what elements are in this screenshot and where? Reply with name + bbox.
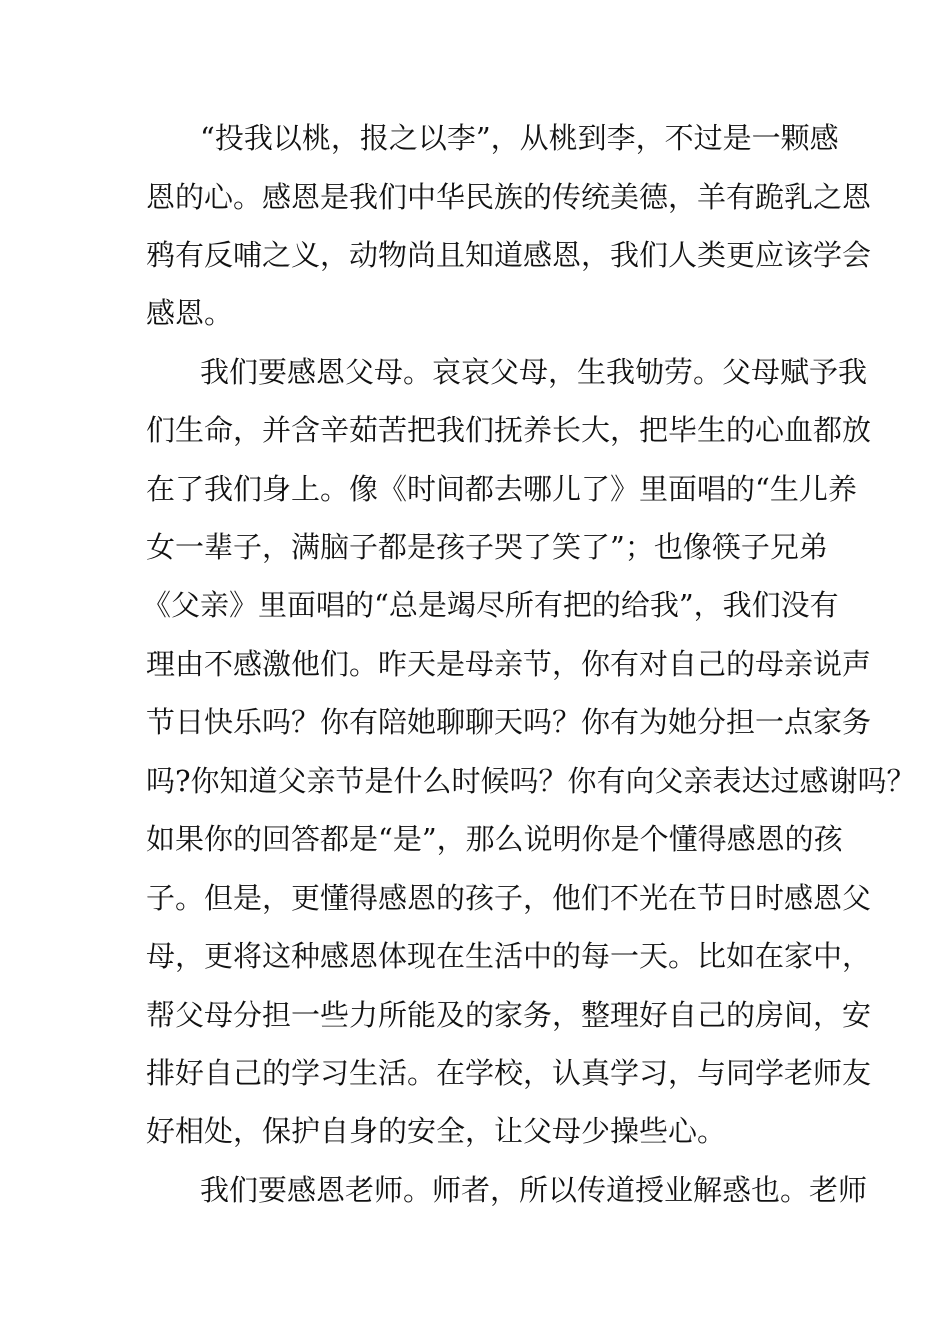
text-line: 在了我们身上。像《时间都去哪儿了》里面唱的“生儿养 <box>146 472 857 506</box>
text-line: 们生命，并含辛茹苦把我们抚养长大，把毕生的心血都放 <box>146 413 872 447</box>
text-line: 我们要感恩父母。哀哀父母，生我劬劳。父母赋予我 <box>200 355 868 389</box>
text-line: “投我以桃，报之以李”，从桃到李，不过是一颗感 <box>200 121 839 155</box>
text-line: 子。但是，更懂得感恩的孩子，他们不光在节日时感恩父 <box>146 881 872 915</box>
text-line: 鸦有反哺之义，动物尚且知道感恩，我们人类更应该学会 <box>146 238 872 272</box>
text-line: 帮父母分担一些力所能及的家务，整理好自己的房间，安 <box>146 998 872 1032</box>
text-line: 如果你的回答都是“是”，那么说明你是个懂得感恩的孩 <box>146 822 843 856</box>
text-line: 节日快乐吗？你有陪她聊聊天吗？你有为她分担一点家务 <box>146 705 872 739</box>
text-line: 理由不感激他们。昨天是母亲节，你有对自己的母亲说声 <box>146 647 872 681</box>
text-line: 吗?你知道父亲节是什么时候吗？你有向父亲表达过感谢吗？ <box>146 764 916 798</box>
text-line: 我们要感恩老师。师者，所以传道授业解惑也。老师 <box>200 1173 868 1207</box>
text-line: 排好自己的学习生活。在学校，认真学习，与同学老师友 <box>146 1056 872 1090</box>
text-line: 好相处，保护自身的安全，让父母少操些心。 <box>146 1114 727 1148</box>
text-line: 女一辈子，满脑子都是孩子哭了笑了”；也像筷子兄弟 <box>146 530 828 564</box>
text-line: 感恩。 <box>146 296 234 330</box>
text-line: 恩的心。感恩是我们中华民族的传统美德，羊有跪乳之恩 <box>146 180 872 214</box>
text-line: 母，更将这种感恩体现在生活中的每一天。比如在家中， <box>146 939 872 973</box>
text-line: 《父亲》里面唱的“总是竭尽所有把的给我”，我们没有 <box>142 588 839 622</box>
